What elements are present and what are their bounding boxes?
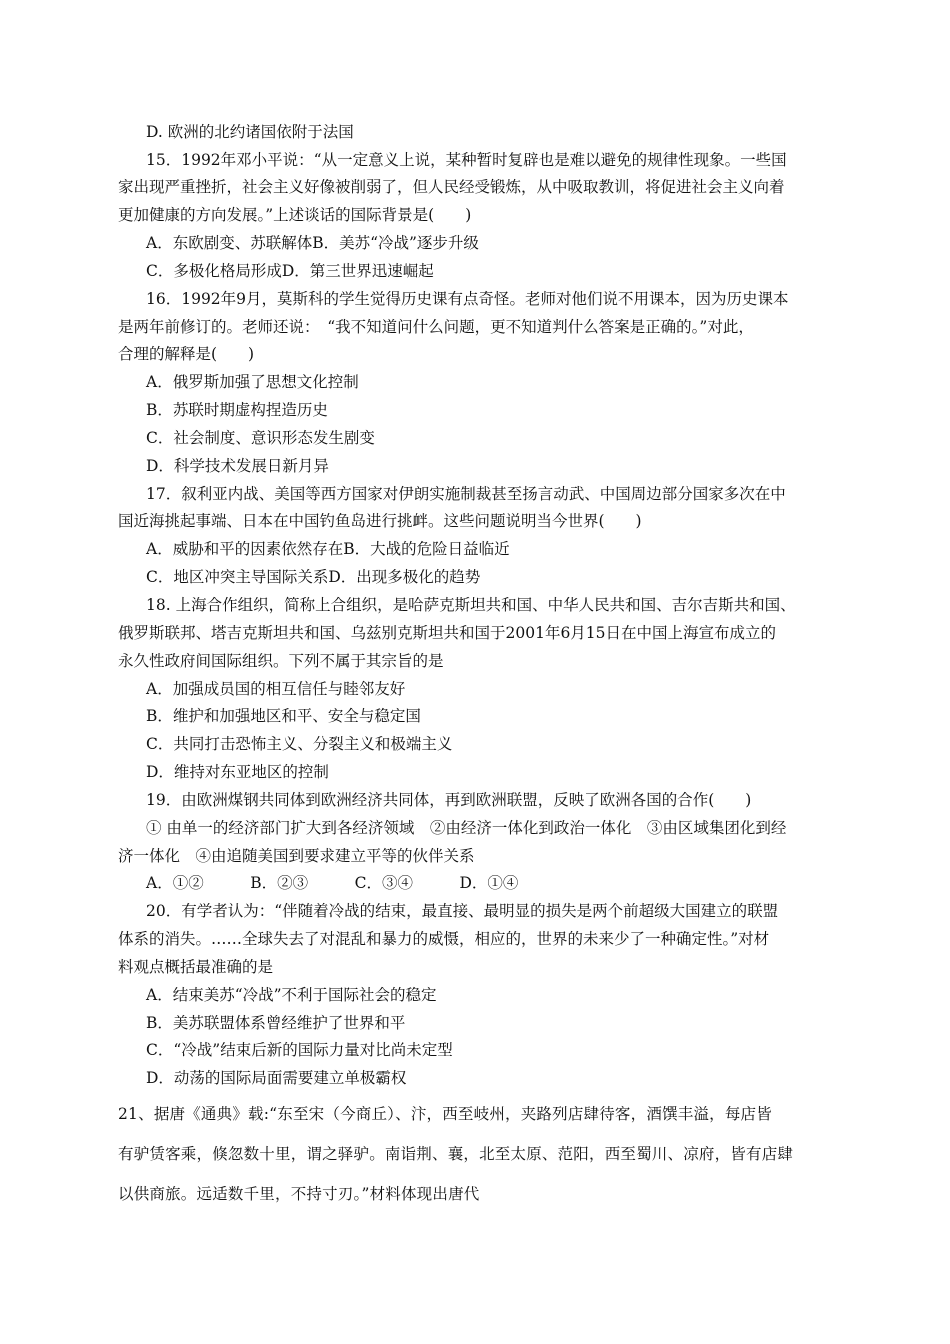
q19-options: A．①② B．②③ C．③④ D．①④ (146, 874, 519, 892)
q18-option-b: B．维护和加强地区和平、安全与稳定国 (146, 707, 421, 725)
q18-stem-line-3: 永久性政府间国际组织。下列不属于其宗旨的是 (118, 652, 444, 670)
q16-option-a: A．俄罗斯加强了思想文化控制 (146, 373, 359, 391)
q18-stem-line-2: 俄罗斯联邦、塔吉克斯坦共和国、乌兹别克斯坦共和国于2001年6月15日在中国上海宣布成立的 (118, 624, 777, 642)
q18-option-d: D．维持对东亚地区的控制 (146, 763, 329, 781)
q21-stem-line-1: 21、据唐《通典》载:“东至宋（今商丘）、汴，西至岐州，夹路列店肆待客，酒馔丰溢，每店皆 (118, 1105, 772, 1123)
q20-stem-line-1: 20．有学者认为：“伴随着冷战的结束，最直接、最明显的损失是两个前超级大国建立的联盟 (146, 902, 779, 920)
q20-option-a: A．结束美苏“冷战”不利于国际社会的稳定 (146, 986, 437, 1004)
q15-stem-line-3: 更加健康的方向发展。”上述谈话的国际背景是( ) (118, 206, 472, 224)
q18-stem-line-1: 18. 上海合作组织，简称上合组织，是哈萨克斯坦共和国、中华人民共和国、吉尔吉斯共和国、 (146, 596, 796, 614)
q17-options-ab: A．威胁和平的因素依然存在B．大战的危险日益临近 (146, 540, 510, 558)
q16-option-c: C．社会制度、意识形态发生剧变 (146, 429, 375, 447)
q16-stem-line-1: 16．1992年9月，莫斯科的学生觉得历史课有点奇怪。老师对他们说不用课本，因为历史课本 (146, 290, 789, 308)
q21-stem-line-2: 有驴赁客乘，倏忽数十里，谓之驿驴。南诣荆、襄，北至太原、范阳，西至蜀川、凉府，皆有店肆 (118, 1145, 794, 1163)
q20-stem-line-3: 料观点概括最准确的是 (118, 958, 274, 976)
q20-option-c: C．“冷战”结束后新的国际力量对比尚未定型 (146, 1041, 453, 1059)
q17-stem-line-1: 17．叙利亚内战、美国等西方国家对伊朗实施制裁甚至扬言动武、中国周边部分国家多次在中 (146, 485, 786, 503)
q21-stem-line-3: 以供商旅。远适数千里，不持寸刃。”材料体现出唐代 (118, 1185, 480, 1203)
q15-options-cd: C．多极化格局形成D．第三世界迅速崛起 (146, 262, 434, 280)
q18-option-a: A．加强成员国的相互信任与睦邻友好 (146, 680, 406, 698)
q16-stem-line-2: 是两年前修订的。老师还说： “我不知道问什么问题，更不知道判什么答案是正确的。”对此， (118, 318, 754, 336)
q19-stem: 19．由欧洲煤钢共同体到欧洲经济共同体，再到欧洲联盟，反映了欧洲各国的合作( ) (146, 791, 752, 809)
q16-option-d: D．科学技术发展日新月异 (146, 457, 329, 475)
q20-option-b: B．美苏联盟体系曾经维护了世界和平 (146, 1014, 406, 1032)
q16-stem-line-3: 合理的解释是( ) (118, 345, 255, 363)
q20-option-d: D．动荡的国际局面需要建立单极霸权 (146, 1069, 407, 1087)
q15-stem-line-1: 15．1992年邓小平说：“从一定意义上说，某种暂时复辟也是难以避免的规律性现象。一些国 (146, 151, 787, 169)
q14-option-d: D. 欧洲的北约诸国依附于法国 (146, 123, 354, 141)
q17-stem-line-2: 国近海挑起事端、日本在中国钓鱼岛进行挑衅。这些问题说明当今世界( ) (118, 512, 642, 530)
q18-option-c: C．共同打击恐怖主义、分裂主义和极端主义 (146, 735, 453, 753)
q15-options-ab: A．东欧剧变、苏联解体B．美苏“冷战”逐步升级 (146, 234, 479, 252)
q19-statements-line-1: ① 由单一的经济部门扩大到各经济领域 ②由经济一体化到政治一体化 ③由区域集团化到经 (146, 819, 787, 837)
q19-statements-line-2: 济一体化 ④由追随美国到要求建立平等的伙伴关系 (118, 847, 475, 865)
q16-option-b: B．苏联时期虚构捏造历史 (146, 401, 328, 419)
q17-options-cd: C．地区冲突主导国际关系D．出现多极化的趋势 (146, 568, 481, 586)
q15-stem-line-2: 家出现严重挫折，社会主义好像被削弱了，但人民经受锻炼，从中吸取教训，将促进社会主义向着 (118, 178, 785, 196)
q20-stem-line-2: 体系的消失。……全球失去了对混乱和暴力的威慑，相应的，世界的未来少了一种确定性。”对材 (118, 930, 770, 948)
